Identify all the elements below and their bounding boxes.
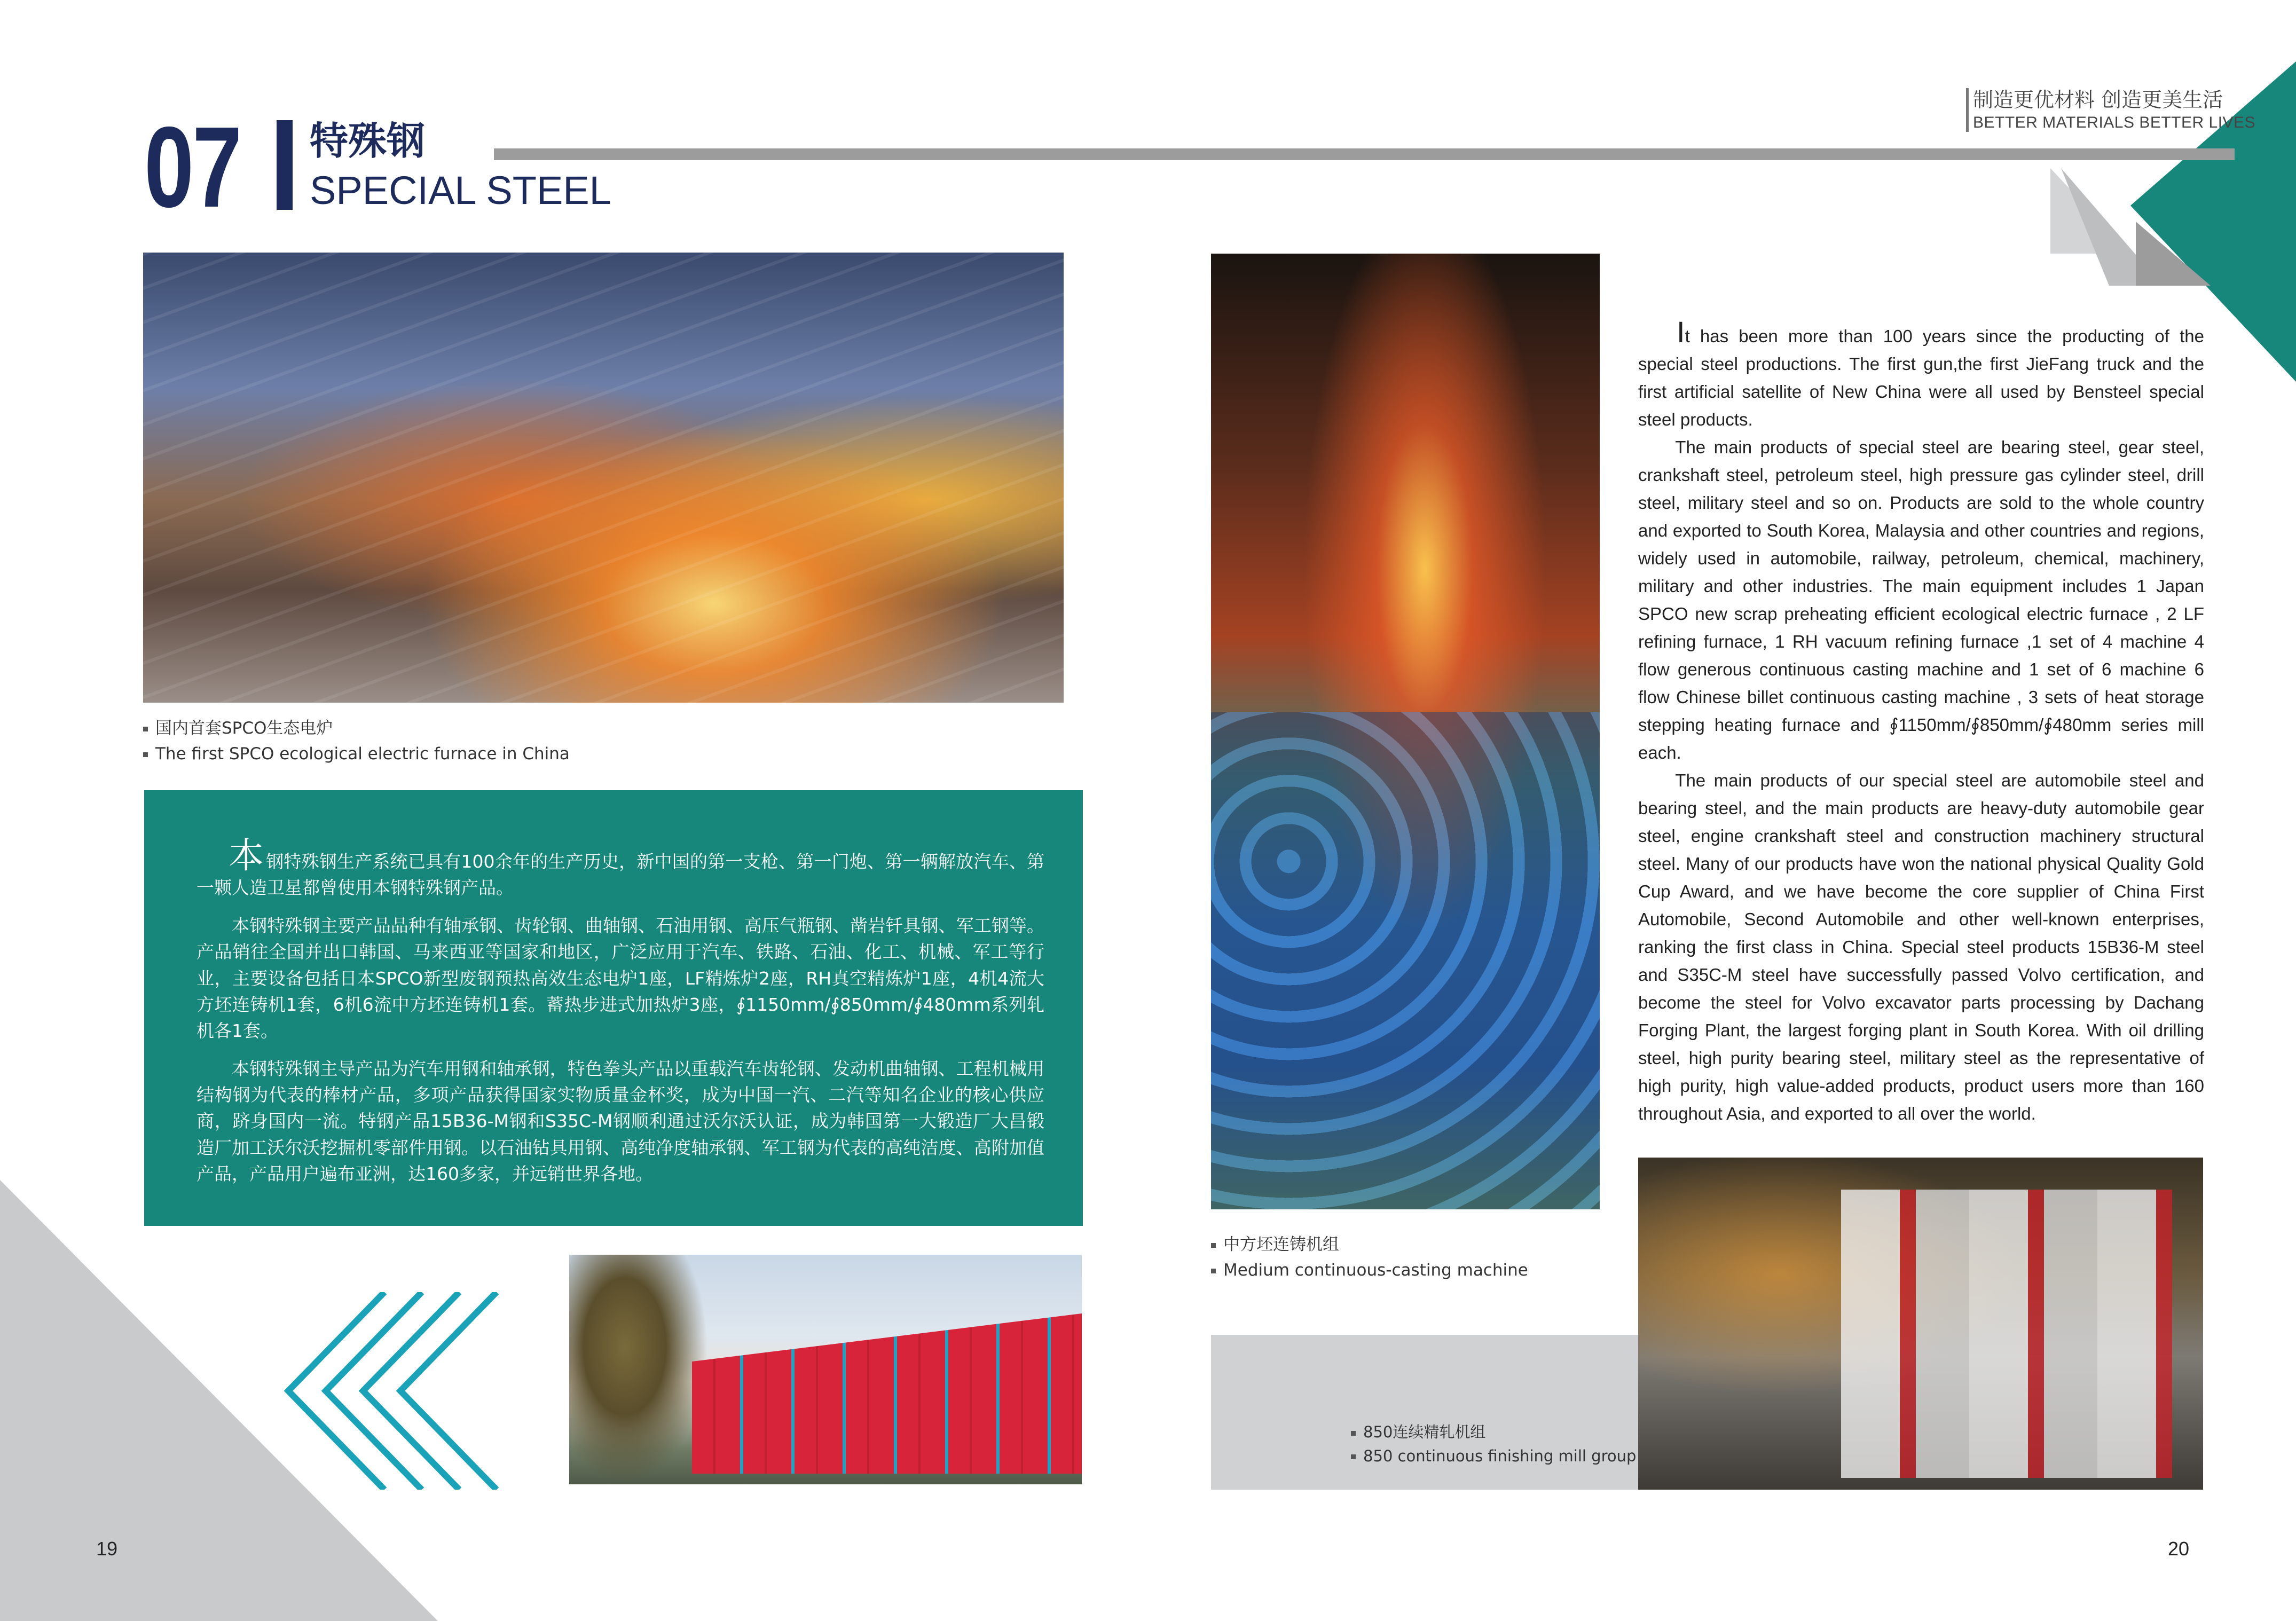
- mill-caption-en: 850 continuous finishing mill group: [1363, 1446, 1637, 1465]
- en-initial: I: [1677, 315, 1685, 349]
- bullet-icon: [143, 727, 148, 731]
- title-divider-bar: [277, 120, 293, 210]
- page-number-left: 19: [96, 1538, 118, 1560]
- bullet-icon: [143, 752, 148, 757]
- chapter-number: 07: [144, 103, 241, 231]
- en-paragraph-3: The main products of our special steel are automobile steel and bearing steel, and the main products are heavy-duty automobile gear steel, engine crankshaft steel and construction machinery structural steel. Many of our products have won the national physical Quality Gold Cup Award, and we have become the core supplier of China First Automobile, Second Automobile and other well-known enterprises, ranking the first class in China. Special steel products 15B36-M steel and S35C-M steel have successfully passed Volvo certification, and become the steel for Volvo excavator parts processing by Dachang Forging Plant, the largest forging plant in South Korea. With oil drilling steel, high purity bearing steel, military steel as the representative of high purity, high value-added products, product users more than 160 throughout Asia, and exported to all over the world.: [1638, 770, 2204, 1123]
- casting-caption-en: Medium continuous-casting machine: [1223, 1261, 1528, 1280]
- finishing-mill-photo: [1638, 1158, 2203, 1490]
- mill-caption: [1351, 1420, 1636, 1468]
- furnace-caption-cn: 国内首套SPCO生态电炉: [155, 719, 333, 738]
- bullet-icon: [1211, 1269, 1216, 1273]
- bullet-icon: [1351, 1454, 1356, 1459]
- cn-paragraph-2: 本钢特殊钢主要产品品种有轴承钢、齿轮钢、曲轴钢、石油用钢、高压气瓶钢、凿岩钎具钢、军工钢等。产品销往全国并出口韩国、马来西亚等国家和地区，广泛应用于汽车、铁路、石油、化工、机械、军工等行业，主要设备包括日本SPCO新型废钢预热高效生态电炉1座，LF精炼炉2座，RH真空精炼炉1座，4机4流大方坯连铸机1套，6机6流中方坯连铸机1套。蓄热步进式加热炉3座，∮1150mm/∮850mm/∮480mm系列轧机各1套。: [196, 915, 1044, 1041]
- slogan-divider: [1966, 88, 1969, 132]
- furnace-caption: [143, 715, 570, 767]
- chapter-title-cn: 特殊钢: [310, 119, 426, 163]
- mill-caption-cn: 850连续精轧机组: [1363, 1423, 1486, 1441]
- cn-paragraph-3: 本钢特殊钢主导产品为汽车用钢和轴承钢，特色拳头产品以重载汽车齿轮钢、发动机曲轴钢、工程机械用结构钢为代表的棒材产品，多项产品获得国家实物质量金杯奖，成为中国一汽、二汽等知名企业的核心供应商，跻身国内一流。特钢产品15B36-M钢和S35C-M钢顺利通过沃尔沃认证，成为韩国第一大锻造厂大昌锻造厂加工沃尔沃挖掘机零部件用钢。以石油钻具用钢、高纯净度轴承钢、军工钢为代表的高纯洁度、高附加值产品，产品用户遍布亚洲，达160多家，并远销世界各地。: [196, 1058, 1044, 1184]
- casting-caption: [1211, 1232, 1528, 1283]
- casting-machine-photo: [1211, 254, 1600, 1209]
- title-rule: [494, 148, 2235, 160]
- casting-caption-cn: 中方坯连铸机组: [1223, 1235, 1339, 1254]
- cn-paragraph-1: 本钢特殊钢生产系统已具有100余年的生产历史，新中国的第一支枪、第一门炮、第一辆解放汽车、第一颗人造卫星都曾使用本钢特殊钢产品。: [196, 835, 1044, 899]
- page-number-right: 20: [2168, 1538, 2190, 1560]
- slogan-en: BETTER MATERIALS BETTER LIVES: [1973, 114, 2256, 131]
- en-paragraph-1: It has been more than 100 years since the producting of the special steel productions. The first gun,the first JieFang truck and the first artificial satellite of New China were all used by Bensteel special steel products.: [1638, 315, 2204, 429]
- bullet-icon: [1211, 1243, 1216, 1248]
- furnace-caption-en: The first SPCO ecological electric furnace in China: [155, 744, 570, 764]
- chevron-arrows-decoration: [278, 1292, 609, 1490]
- furnace-photo: [143, 253, 1064, 703]
- plant-building-photo: [569, 1255, 1082, 1484]
- cn-dropcap: 本: [229, 835, 264, 876]
- chapter-title-en: SPECIAL STEEL: [310, 168, 611, 213]
- chinese-intro-box: [144, 790, 1083, 1226]
- english-body-text: [1638, 315, 2204, 1128]
- en-paragraph-2: The main products of special steel are bearing steel, gear steel, crankshaft steel, petroleum steel, high pressure gas cylinder steel, drill steel, military steel and so on. Products are sold to the whole country and exported to South Korea, Malaysia and other countries and regions, widely used in automobile, railway, petroleum, chemical, machinery, military and other industries. The main equipment includes 1 Japan SPCO new scrap preheating efficient ecological electric furnace , 2 LF refining furnace, 1 RH vacuum refining furnace ,1 set of 4 machine 4 flow generous continuous casting machine and 1 set of 6 machine 6 flow Chinese billet continuous casting machine , 3 sets of heat storage stepping heating furnace and ∮1150mm/∮850mm/∮480mm series mill each.: [1638, 437, 2204, 762]
- slogan-cn: 制造更优材料 创造更美生活: [1973, 88, 2223, 112]
- bullet-icon: [1351, 1431, 1356, 1436]
